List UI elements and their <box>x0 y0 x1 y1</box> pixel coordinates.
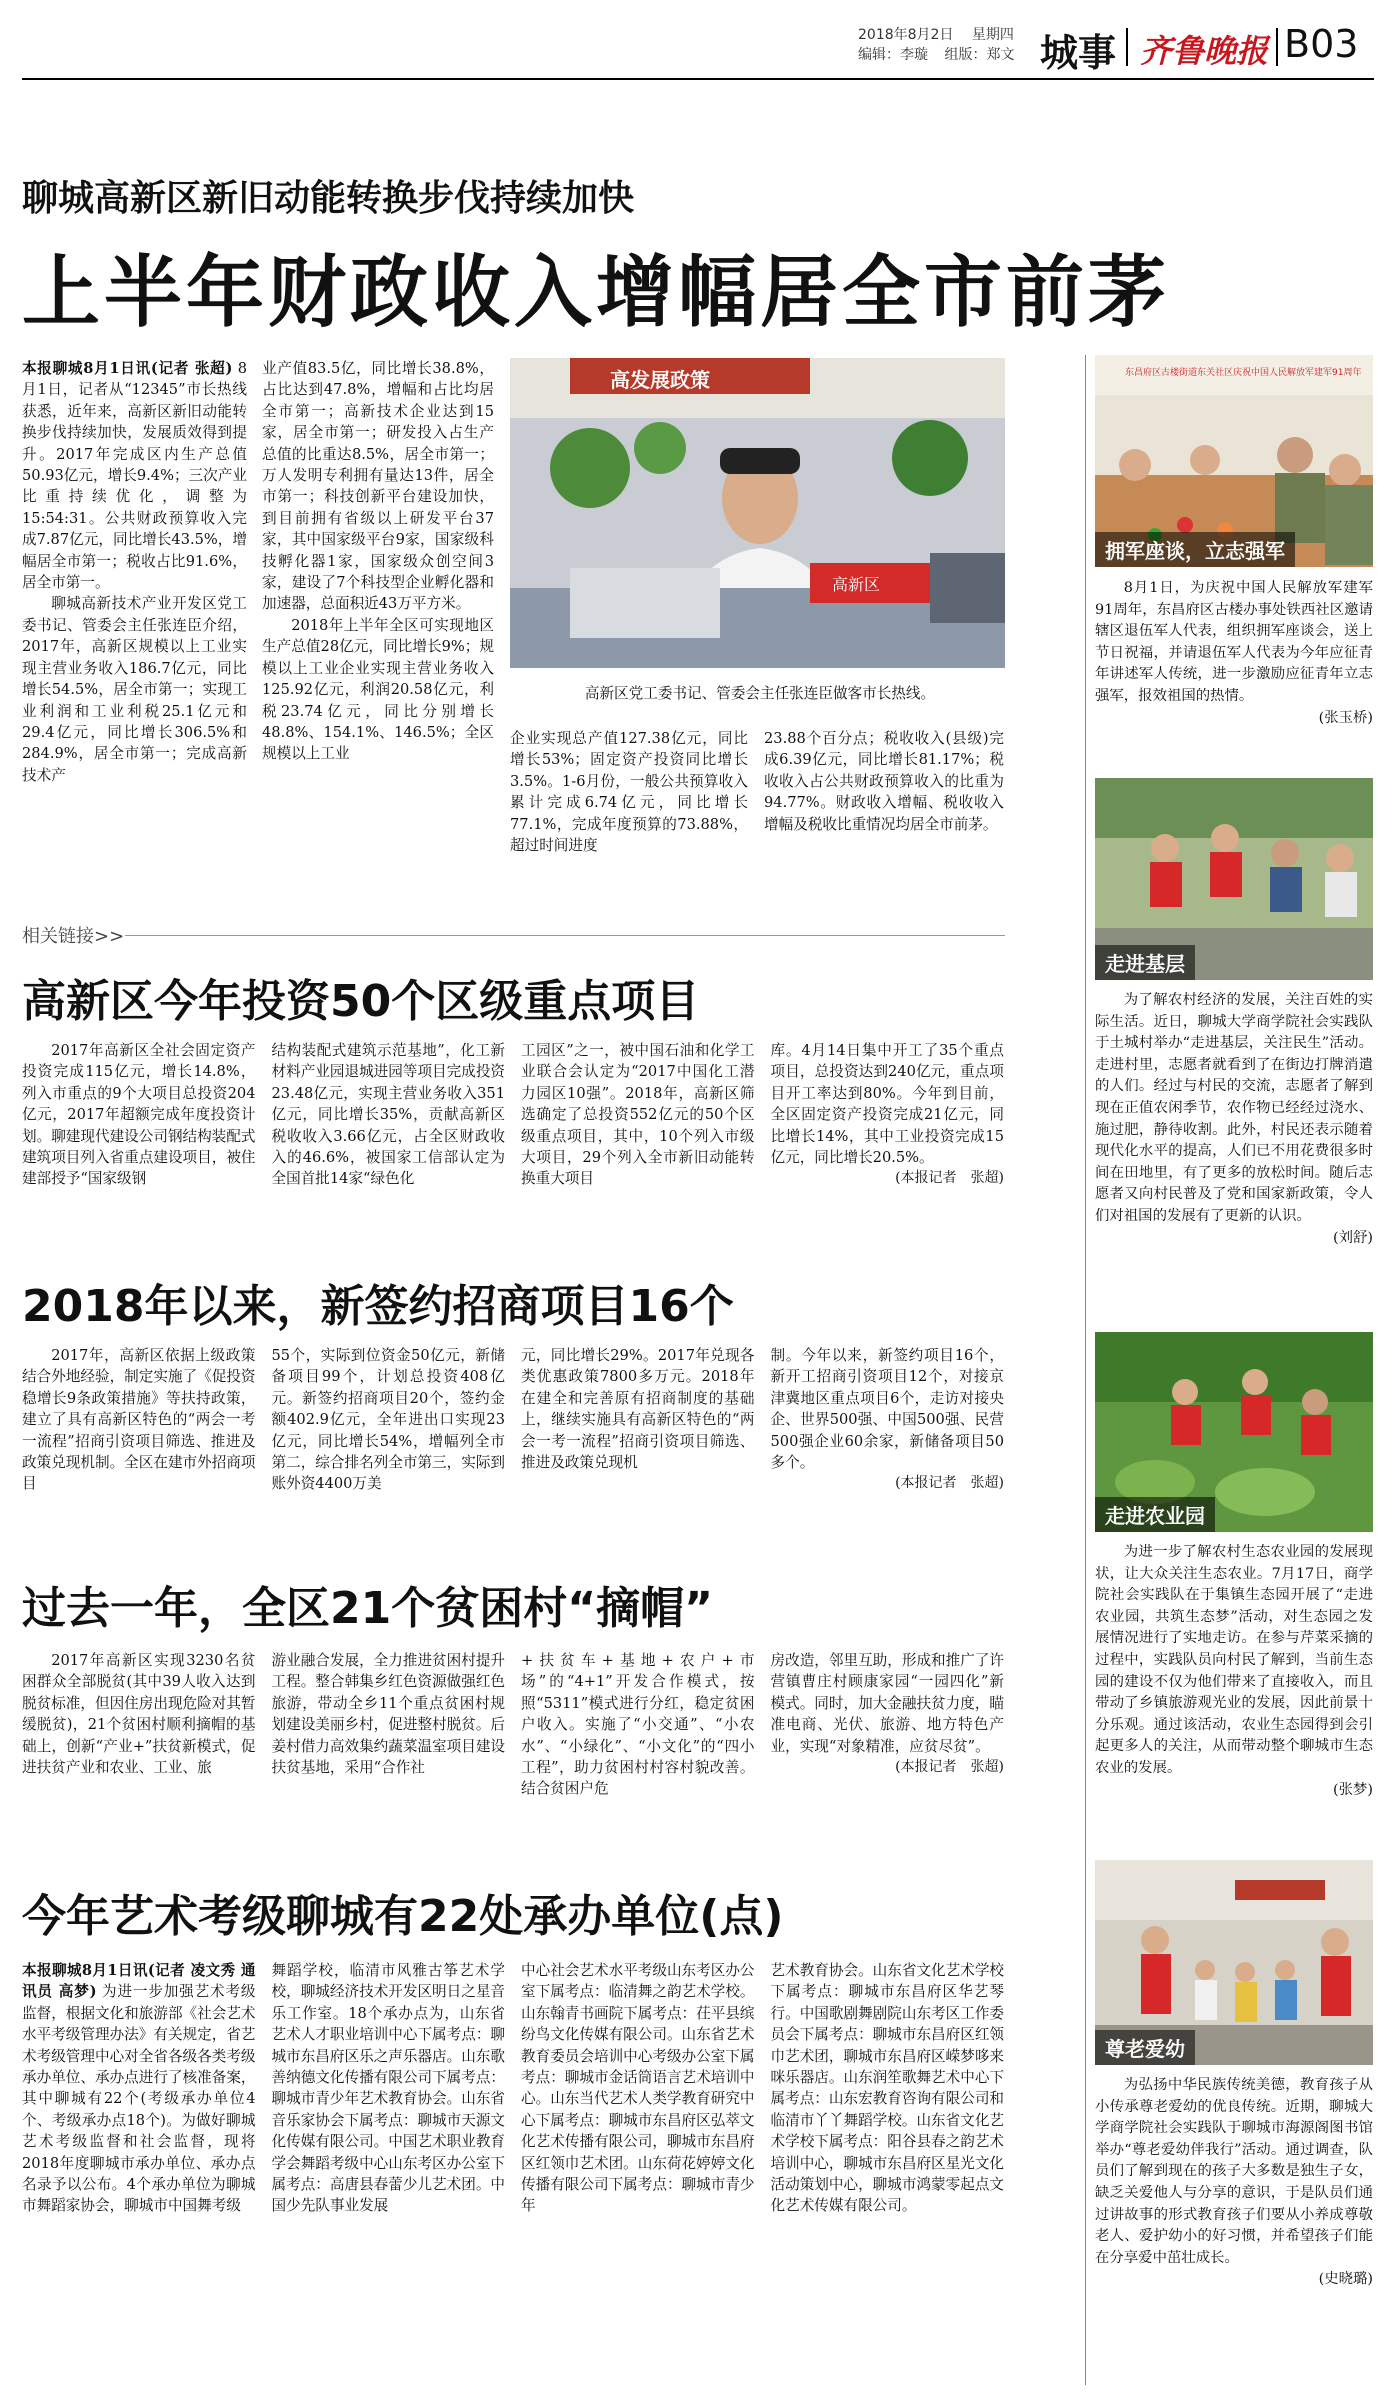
article-2-col-4-wrap <box>771 1345 1005 1565</box>
article-2-col-2: 55个，实际到位资金50亿元，新储备项目99个，计划总投资408亿元。新签约招商项目20个，签约金额402.9亿元，全年进出口实现23亿元，同比增长54%，增幅列全市第二，综合排名列全市第三，实际到账外资4400万美 <box>271 1347 505 1493</box>
article-1-col-4: 库。4月14日集中开工了35个重点项目，总投资达到240亿元，重点项目开工率达到80%。今年到目前，全区固定资产投资完成21亿元，同比增长14%，其中工业投资完成15亿元，同比增长20.5%。 <box>770 1042 1004 1167</box>
paper-logo: 齐鲁晚报 <box>1140 32 1269 70</box>
article-1-col-3: 工园区”之一，被中国石油和化学工业联合会认定为“2017中国化工潜力园区10强”。2018年，高新区筛选确定了总投资552亿元的50个区级重点项目，其中，10个列入市级大项目，29个列入全市新旧动能转换重大项目 <box>521 1042 755 1188</box>
article-2-credit: (本报记者 张超) <box>895 1475 1004 1492</box>
sidebar-text-1 <box>1095 578 1373 773</box>
header-editor-line <box>858 44 1014 64</box>
lead-byline: 本报聊城8月1日讯(记者 张超) <box>22 360 233 377</box>
sidebar-photo-3 <box>1095 1332 1373 1532</box>
lead-col-1-para-2: 聊城高新技术产业开发区党工委书记、管委会主任张连臣介绍，2017年，高新区规模以上工业实现主营业务收入186.7亿元，同比增长54.5%，居全市第一；实现工业利润和工业利税25.1亿元和29.4亿元，同比增长306.5%和284.9%，居全市第一；完成高新技术产 <box>22 595 247 784</box>
lead-col-3-text: 企业实现总产值127.38亿元，同比增长53%；固定资产投资同比增长3.5%。1-6月份，一般公共预算收入累计完成6.74亿元，同比增长77.1%，完成年度预算的73.88%，超过时间进度 <box>510 730 748 855</box>
article-2-body <box>22 1345 1004 1565</box>
related-links-label: 相关链接>> <box>22 926 125 947</box>
page-number: B03 <box>1284 22 1359 66</box>
article-4-col-1: 为进一步加强艺术考级监督，根据文化和旅游部《社会艺术水平考级管理办法》有关规定，省艺术考级管理中心对全省各级各类考级承办单位、承办点进行了核准备案，其中聊城有22个(考级承办单位4个、考级承办点18个)。为做好聊城艺术考级监督和社会监督，现将2018年度聊城市承办单位、承办点名录予以公布。4个承办单位为聊城市舞蹈家协会，聊城市中国舞考级 <box>22 1983 256 2215</box>
lead-col-3 <box>510 728 748 888</box>
article-3-col-4-wrap <box>771 1650 1005 1865</box>
sidebar-caption-4: 尊老爱幼 <box>1095 2030 1195 2065</box>
lead-col-4-text: 23.88个百分点；税收收入(县级)完成6.39亿元，同比增长81.17%；税收收入占公共财政预算收入的比重为94.77%。财政收入增幅、税收收入增幅及税收比重情况均居全市前茅。 <box>764 730 1004 833</box>
article-3-headline: 过去一年，全区21个贫困村“摘帽” <box>22 1583 714 1634</box>
lead-col-2-para-2: 2018年上半年全区可实现地区生产总值28亿元，同比增长9%；规模以上工业企业实现主营业务收入125.92亿元，利润20.58亿元，利税23.74亿元，同比分别增长48.8%、154.1%、146.5%；全区规模以上工业 <box>262 616 494 763</box>
lead-col-1 <box>22 358 247 888</box>
article-4-col-1-wrap <box>22 1960 256 2380</box>
article-1-headline: 高新区今年投资50个区级重点项目 <box>22 976 700 1027</box>
lead-photo-caption: 高新区党工委书记、管委会主任张连臣做客市长热线。 <box>584 685 936 702</box>
article-4-col-4: 艺术教育协会。山东省文化艺术学校下属考点：聊城市东昌府区华艺琴行。中国歌剧舞剧院山东考区工作委员会下属考点：聊城市东昌府区红领巾艺术团，聊城市东昌府区嵘梦哆来咪乐器店。山东润笙歌舞艺术中心下属考点：山东宏教育咨询有限公司和临清市丫丫舞蹈学校。山东省文化艺术学校下属考点：阳谷县春之韵艺术培训中心，聊城市东昌府区星光文化活动策划中心，聊城市鸿蒙零起点文化艺术传媒有限公司。 <box>770 1962 1004 2215</box>
article-1-credit: (本报记者 张超) <box>895 1170 1004 1187</box>
lead-col-1-text: 8月1日，记者从“12345”市长热线获悉，近年来，高新区新旧动能转换步伐持续加快，发展质效得到提升。2017年完成区内生产总值50.93亿元，增长9.4%；三次产业比重持续优化，调整为15:54:31。公共财政预算收入完成7.87亿元，同比增长43.5%，增幅居全市第一；税收占比91.6%，居全市第一。 <box>22 360 247 592</box>
issue-weekday: 星期四 <box>971 27 1014 43</box>
sidebar-text-4 <box>1095 2075 1373 2385</box>
article-2-headline: 2018年以来，新签约招商项目16个 <box>22 1281 734 1332</box>
sidebar-photo-2 <box>1095 778 1373 980</box>
header-divider-2 <box>1276 28 1278 66</box>
article-1-col-1: 2017年高新区全社会固定资产投资完成115亿元，增长14.8%，列入市重点的9个大项目总投资204亿元，2017年超额完成年度投资计划。聊建现代建设公司钢结构装配式建筑项目列入省重点建设项目，被住建部授予“国家级钢 <box>22 1042 256 1188</box>
article-2-col-1: 2017年，高新区依据上级政策结合外地经验，制定实施了《促投资稳增长9条政策措施》等扶持政策，建立了具有高新区特色的“两会一考一流程”招商引资项目筛选、推进及政策兑现机制。全区在建市外招商项目 <box>22 1347 256 1493</box>
article-3-body <box>22 1650 1004 1865</box>
lead-col-4 <box>764 728 1004 888</box>
sidebar-caption-3: 走进农业园 <box>1095 1497 1215 1532</box>
issue-date: 2018年8月2日 <box>858 27 954 43</box>
article-4-col-2: 舞蹈学校，临清市风雅古筝艺术学校，聊城经济技术开发区明日之星音乐工作室。18个承办点为，山东省艺术人才职业培训中心下属考点：聊城市东昌府区乐之声乐器店。山东歌善纳德文化传播有限公司下属考点：聊城市青少年艺术教育协会。山东省音乐家协会下属考点：聊城市天源文化传媒有限公司。中国艺术职业教育学会舞蹈考级中心山东考区办公室下属考点：高唐县春蕾少儿艺术团。中国少先队事业发展 <box>271 1962 505 2215</box>
article-4-body <box>22 1960 1004 2380</box>
lead-photo <box>510 358 1005 668</box>
sidebar-author-3: (张梦) <box>1332 1781 1373 1798</box>
article-4-byline: 本报聊城8月1日讯(记者 凌文秀 通讯员 高梦) <box>22 1962 256 2001</box>
article-3-col-4: 房改造，邻里互助，形成和推广了许营镇曹庄村顾康家园“一园四化”新模式。同时，加大金融扶贫力度，瞄准电商、光伏、旅游、地方特色产业，实现“对象精准，应贫尽贫”。 <box>770 1652 1004 1755</box>
article-2-col-3: 元，同比增长29%。2017年兑现各类优惠政策7800多万元。2018年在建全和完善原有招商制度的基础上，继续实施具有高新区特色的“两会一考一流程”招商引资项目筛选、推进及政策兑现机 <box>521 1347 755 1472</box>
header-rule <box>22 78 1374 80</box>
lead-col-2 <box>262 358 494 888</box>
sidebar-photo-1 <box>1095 355 1373 567</box>
editor-name: 编辑：李璇 <box>858 47 928 63</box>
sidebar-divider <box>1085 355 1086 2385</box>
article-3-credit: (本报记者 张超) <box>895 1759 1004 1776</box>
sidebar-photo-4 <box>1095 1860 1373 2065</box>
sidebar-caption-2: 走进基层 <box>1095 945 1195 980</box>
lead-col-2-text: 业产值83.5亿，同比增长38.8%，占比达到47.8%，增幅和占比均居全市第一；高新技术企业达到15家，居全市第一；研发投入占生产总值的比重达8.5%，居全市第一；万人发明专利拥有量达13件，居全市第一；科技创新平台建设加快，到目前拥有省级以上研发平台37家，其中国家级平台9家，国家级科技孵化器1家，国家级众创空间3家，建设了7个科技型企业孵化器和加速器，总面积近43万平方米。 <box>262 360 494 613</box>
lead-headline: 上半年财政收入增幅居全市前茅 <box>22 248 1171 338</box>
article-3-col-2: 游业融合发展，全力推进贫困村提升工程。整合韩集乡红色资源做强红色旅游，带动全乡11个重点贫困村规划建设美丽乡村，促进整村脱贫。后姜村借力高效集约蔬菜温室项目建设扶贫基地，采用“合作社 <box>271 1652 505 1777</box>
sidebar-text-3 <box>1095 1542 1373 1842</box>
sidebar-author-2: (刘舒) <box>1332 1229 1373 1246</box>
layout-name: 组版：郑文 <box>944 47 1015 63</box>
sidebar-text-4-body: 为弘扬中华民族传统美德，教育孩子从小传承尊老爱幼的优良传统。近期，聊城大学商学院社会实践队于聊城市海源阁图书馆举办“尊老爱幼伴我行”活动。通过调查，队员们了解到现在的孩子大多数是独生子女，缺乏关爱他人与分享的意识，于是队员们通过讲故事的形式教育孩子们要从小养成尊敬老人、爱护幼小的好习惯，并希望孩子们能在分享爱中茁壮成长。 <box>1095 2077 1373 2266</box>
sidebar-photo-1-banner: 东昌府区古楼街道东关社区庆祝中国人民解放军建军91周年 <box>1125 368 1362 378</box>
article-4-headline: 今年艺术考级聊城有22处承办单位(点) <box>22 1891 784 1942</box>
photo-desk-sign: 高新区 <box>832 575 881 594</box>
article-4-col-3: 中心社会艺术水平考级山东考区办公室下属考点：临清舞之韵艺术学校。山东翰青书画院下属考点：茌平县缤纷鸟文化传媒有限公司。山东省艺术教育委员会培训中心考级办公室下属考点：聊城市金话筒语言艺术培训中心。山东当代艺术人类学教育研究中心下属考点：聊城市东昌府区弘萃文化艺术传播有限公司，聊城市东昌府区红领巾艺术团。山东荷花婷婷文化传播有限公司下属考点：聊城市青少年 <box>521 1962 755 2215</box>
article-1-col-4-wrap <box>771 1040 1005 1255</box>
sidebar-text-3-body: 为进一步了解农村生态农业园的发展现状，让大众关注生态农业。7月17日，商学院社会实践队在于集镇生态园开展了“走进农业园，共筑生态梦”活动，对生态园之发展情况进行了实地走访。在参与芹菜采摘的过程中，实践队员向村民了解到，当前生态园的建设不仅为他们带来了直接收入，而且带动了乡镇旅游观光业的发展，因此前景十分乐观。通过该活动，农业生态园得到会引起更多人的关注，从而带动整个聊城市生态农业的发展。 <box>1095 1544 1373 1776</box>
sidebar-text-2-body: 为了解农村经济的发展，关注百姓的实际生活。近日，聊城大学商学院社会实践队于土城村举办“走进基层，关注民生”活动。走进村里，志愿者就看到了在街边打牌消遣的人们。经过与村民的交流，志愿者了解到现在正值农闲季节，农作物已经经过浇水、施过肥，静待收割。此外，村民还表示随着现代化水平的提高，人们已不用花费很多时间在田地里，有了更多的放松时间。随后志愿者又向村民普及了党和国家新政策，令人们对祖国的发展有了更新的认识。 <box>1095 992 1373 1224</box>
article-3-col-3: +扶贫车+基地+农户+市场”的“4+1”开发合作模式，按照“5311”模式进行分红，稳定贫困户收入。实施了“小交通”、“小农水”、“小绿化”、“小文化”的“四小工程”，助力贫困村村容村貌改善。结合贫困户危 <box>521 1652 755 1798</box>
photo-banner-text: 高发展政策 <box>610 368 710 392</box>
sidebar-author-1: (张玉桥) <box>1318 709 1373 726</box>
article-2-col-4: 制。今年以来，新签约项目16个，新开工招商引资项目12个，对接京津冀地区重点项目6个，走访对接央企、世界500强、中国500强、民营500强企业60余家，新储备项目50多个。 <box>770 1347 1004 1472</box>
article-1-body <box>22 1040 1004 1255</box>
sidebar-author-4: (史晓璐) <box>1318 2271 1373 2288</box>
article-1-col-2: 结构装配式建筑示范基地”，化工新材料产业园退城进园等项目完成投资23.48亿元，实现主营业务收入351亿元，同比增长35%，贡献高新区税收收入3.66亿元，占全区财政收入的46.6%，被国家工信部认定为全国首批14家“绿色化 <box>271 1042 505 1188</box>
sidebar-text-1-body: 8月1日，为庆祝中国人民解放军建军91周年，东昌府区古楼办事处铁西社区邀请辖区退伍军人代表，组织拥军座谈会，送上节日祝福，并请退伍军人代表为今年应征青年讲述军人传统，进一步激励应征青年立志强军，报效祖国的热情。 <box>1095 580 1373 704</box>
sidebar-caption-1: 拥军座谈，立志强军 <box>1095 532 1295 567</box>
related-rule <box>125 935 1005 936</box>
article-3-col-1: 2017年高新区实现3230名贫困群众全部脱贫(其中39人收入达到脱贫标准，但因住房出现危险对其暂缓脱贫)，21个贫困村顺利摘帽的基础上，创新“产业+”扶贫新模式，促进扶贫产业和农业、工业、旅 <box>22 1652 256 1777</box>
section-name: 城事 <box>1040 31 1117 75</box>
sidebar-text-2 <box>1095 990 1373 1330</box>
header-divider-1 <box>1126 28 1128 66</box>
header-date-line <box>858 24 1014 44</box>
lead-kicker: 聊城高新区新旧动能转换步伐持续加快 <box>22 178 635 219</box>
